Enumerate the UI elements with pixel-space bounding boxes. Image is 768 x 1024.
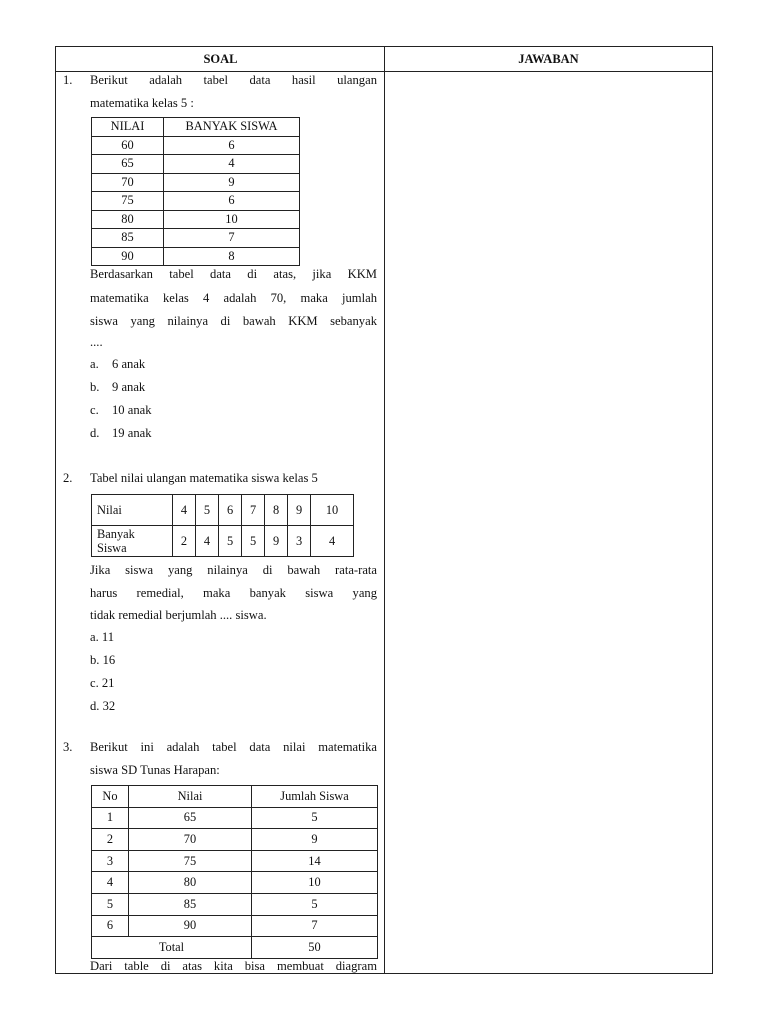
table-cell: 6 — [164, 192, 300, 211]
q2-option-d: d. 32 — [90, 699, 116, 713]
table-cell: 90 — [92, 247, 164, 266]
table-row — [92, 495, 354, 526]
table-cell: 70 — [92, 173, 164, 192]
table-cell: 4 — [173, 495, 196, 526]
q1-text-line3: siswa yang nilainya di bawah KKM sebanyak — [90, 314, 377, 328]
q2-intro: Tabel nilai ulangan matematika siswa kelas 5 — [90, 471, 318, 485]
table-cell: 4 — [196, 526, 219, 557]
q2-number: 2. — [63, 471, 73, 485]
table-row — [92, 136, 300, 155]
table-cell: 5 — [92, 893, 129, 915]
table-cell: 80 — [129, 872, 252, 894]
q1-option-c: c. 10 anak — [90, 403, 152, 417]
q1-table — [91, 117, 300, 266]
q1-text-line1: Berdasarkan tabel data di atas, jika KKM — [90, 267, 377, 281]
table-cell: 90 — [129, 915, 252, 937]
table-cell: 8 — [265, 495, 288, 526]
q3-number: 3. — [63, 740, 73, 754]
table-cell: 75 — [129, 850, 252, 872]
table-row — [92, 173, 300, 192]
header-jawaban: JAWABAN — [385, 47, 712, 72]
q1-intro-line1: Berikut adalah tabel data hasil ulangan — [90, 73, 377, 87]
table-cell: 9 — [252, 829, 378, 851]
q1-table-head — [92, 118, 300, 137]
table-cell: 60 — [92, 136, 164, 155]
q3-table — [91, 785, 378, 959]
table-cell: 6 — [92, 915, 129, 937]
table-cell: 80 — [92, 210, 164, 229]
q3-head-jumlah-siswa: Jumlah Siswa — [252, 786, 378, 808]
table-cell: 4 — [92, 872, 129, 894]
table-cell: 10 — [252, 872, 378, 894]
table-row — [92, 526, 354, 557]
question-answer-frame — [55, 46, 713, 974]
table-cell: 2 — [92, 829, 129, 851]
table-cell: 7 — [164, 229, 300, 248]
q2-row1-label: Nilai — [92, 495, 173, 526]
table-cell: 5 — [252, 893, 378, 915]
table-cell: 5 — [252, 807, 378, 829]
table-cell: 75 — [92, 192, 164, 211]
table-cell: 65 — [92, 155, 164, 174]
table-cell: 3 — [288, 526, 311, 557]
q1-option-b: b. 9 anak — [90, 380, 146, 394]
q1-number: 1. — [63, 73, 73, 87]
table-cell: 7 — [242, 495, 265, 526]
table-cell: 10 — [164, 210, 300, 229]
q3-head-no: No — [92, 786, 129, 808]
q2-text-line1: Jika siswa yang nilainya di bawah rata-rata — [90, 563, 377, 577]
table-cell: 70 — [129, 829, 252, 851]
table-cell: 85 — [129, 893, 252, 915]
q1-head-nilai: NILAI — [92, 118, 164, 137]
table-cell: 9 — [288, 495, 311, 526]
table-cell: 1 — [92, 807, 129, 829]
q2-option-a: a. 11 — [90, 630, 115, 644]
header-soal: SOAL — [56, 47, 385, 72]
q2-text-line2: harus remedial, maka banyak siswa yang — [90, 586, 377, 600]
q3-total-label: Total — [92, 937, 252, 959]
table-cell: 3 — [92, 850, 129, 872]
table-row — [92, 210, 300, 229]
q1-intro-line2: matematika kelas 5 : — [90, 96, 194, 110]
q2-table — [91, 494, 354, 557]
q3-intro-line1: Berikut ini adalah tabel data nilai matematika — [90, 740, 377, 754]
answer-column — [385, 72, 712, 973]
q3-intro-line2: siswa SD Tunas Harapan: — [90, 763, 220, 777]
table-cell: 4 — [311, 526, 354, 557]
table-cell: 6 — [164, 136, 300, 155]
q1-option-a: a. 6 anak — [90, 357, 146, 371]
q3-text-line1: Dari table di atas kita bisa membuat diagram — [90, 959, 377, 973]
table-cell: 5 — [219, 526, 242, 557]
table-row — [92, 192, 300, 211]
q3-table-head — [92, 786, 378, 808]
q1-text-line2: matematika kelas 4 adalah 70, maka jumlah — [90, 291, 377, 305]
q3-total-row — [92, 937, 378, 959]
table-cell: 10 — [311, 495, 354, 526]
table-cell: 5 — [242, 526, 265, 557]
q3-head-nilai: Nilai — [129, 786, 252, 808]
table-cell: 7 — [252, 915, 378, 937]
q1-head-banyak-siswa: BANYAK SISWA — [164, 118, 300, 137]
q1-option-d: d. 19 anak — [90, 426, 152, 440]
table-row — [92, 850, 378, 872]
table-cell: 8 — [164, 247, 300, 266]
table-row — [92, 893, 378, 915]
table-row — [92, 829, 378, 851]
table-cell: 5 — [196, 495, 219, 526]
table-cell: 14 — [252, 850, 378, 872]
table-cell: 6 — [219, 495, 242, 526]
q2-text-line3: tidak remedial berjumlah .... siswa. — [90, 608, 267, 622]
table-row — [92, 229, 300, 248]
q2-option-b: b. 16 — [90, 653, 116, 667]
table-cell: 4 — [164, 155, 300, 174]
table-cell: 65 — [129, 807, 252, 829]
table-row — [92, 915, 378, 937]
q1-text-line4: .... — [90, 335, 103, 349]
table-cell: 2 — [173, 526, 196, 557]
table-row — [92, 872, 378, 894]
q2-row2-label: Banyak Siswa — [92, 526, 173, 557]
q2-option-c: c. 21 — [90, 676, 115, 690]
table-cell: 9 — [164, 173, 300, 192]
table-cell: 9 — [265, 526, 288, 557]
q3-total-value: 50 — [252, 937, 378, 959]
table-cell: 85 — [92, 229, 164, 248]
table-row — [92, 807, 378, 829]
table-row — [92, 155, 300, 174]
